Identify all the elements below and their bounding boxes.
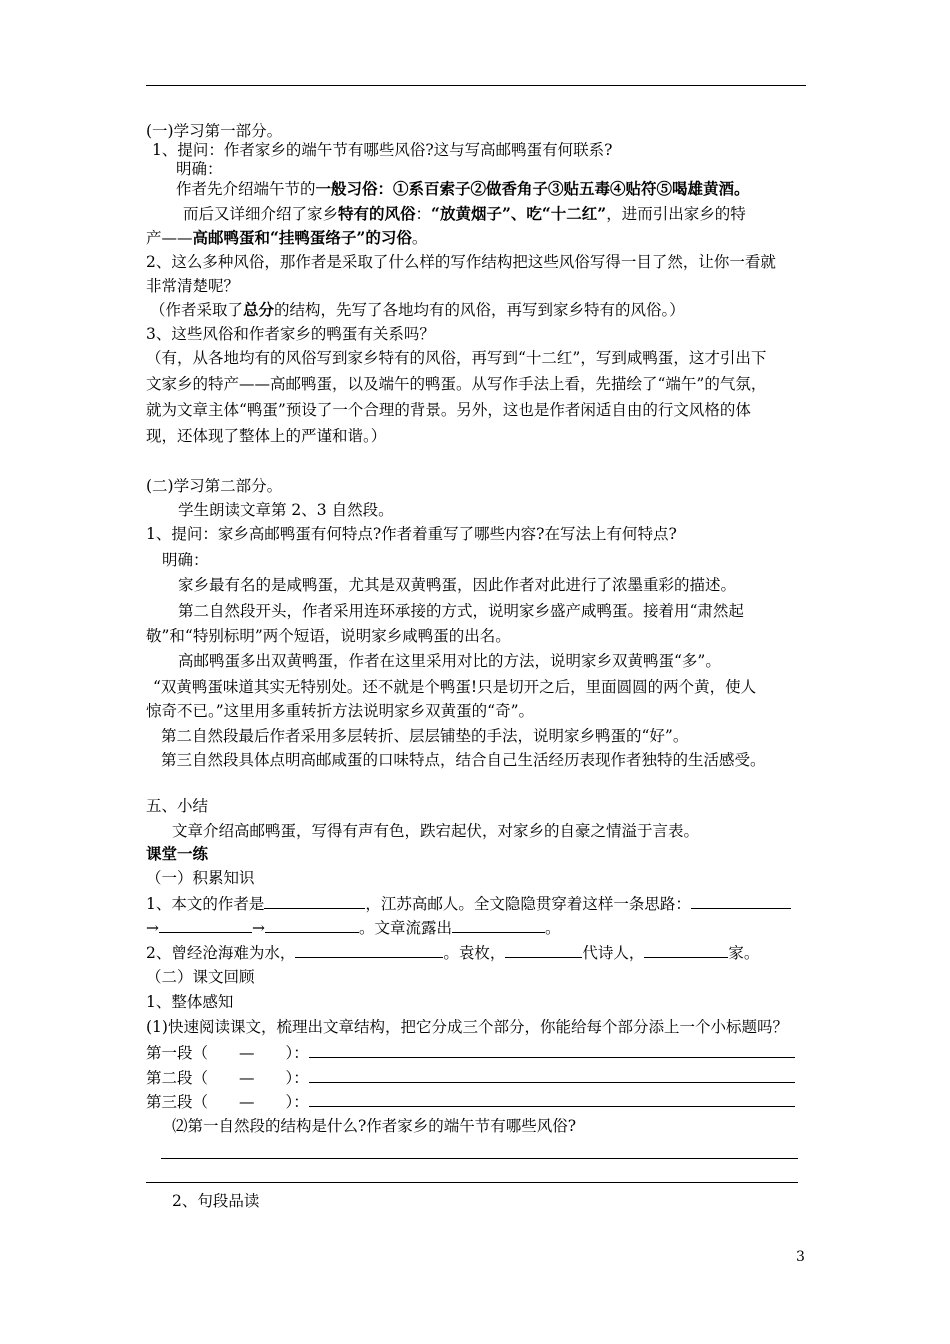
text-run: 1、本文的作者是 [146, 895, 265, 913]
fill-blank-line [146, 916, 561, 939]
section-heading-2: (二)学习第二部分。 [146, 477, 283, 495]
answer-blank[interactable] [309, 1041, 795, 1058]
answer-blank[interactable] [264, 892, 365, 909]
text-run: 第二段（ — ）： [146, 1069, 309, 1087]
answer-line: “双黄鸭蛋味道其实无特别处。还不就是个鸭蛋!只是切开之后，里面圆圆的两个黄，使人 [153, 678, 757, 696]
exercise-item: 2、句段品读 [172, 1192, 260, 1210]
text-run: ，江苏高邮人。全文隐隐贯穿着这样一条思路： [365, 895, 691, 913]
question-3: 3、这些风俗和作者家乡的鸭蛋有关系吗？ [146, 325, 435, 343]
bold-run: 特有的风俗 [338, 204, 416, 223]
text-run: 而后又详细介绍了家乡 [183, 205, 339, 223]
bold-run: 高邮鸭蛋和“挂鸭蛋络子”的习俗 [192, 228, 412, 247]
exercise-question: ⑵第一自然段的结构是什么?作者家乡的端午节有哪些风俗? [172, 1117, 577, 1135]
answer-line [176, 178, 750, 200]
exercise-subheading: （一）积累知识 [146, 869, 255, 887]
text-run: 。袁枚， [443, 944, 506, 962]
text-run: 。 [411, 229, 428, 247]
answer-line: 第二自然段开头，作者采用连环承接的方式，说明家乡盛产咸鸭蛋。接着用“肃然起 [178, 602, 744, 620]
text-run: 第三段（ — ）： [146, 1093, 309, 1111]
text-run: ： [415, 205, 432, 223]
fill-blank-line [146, 941, 759, 964]
answer-blank[interactable] [691, 892, 791, 909]
answer-line: 文家乡的特产——高邮鸭蛋，以及端午的鸭蛋。从写作手法上看，先描绘了“端午”的气氛， [146, 375, 767, 393]
answer-blank[interactable] [452, 916, 545, 933]
exercise-subheading: （二）课文回顾 [146, 968, 255, 986]
answer-line: 第三自然段具体点明高邮咸蛋的口味特点，结合自己生活经历表现作者独特的生活感受。 [161, 751, 766, 769]
answer-line-blank[interactable] [146, 1182, 798, 1183]
bold-run: “放黄烟子”、吃“十二红” [431, 204, 607, 223]
exercise-item: 1、整体感知 [146, 993, 234, 1011]
question-1: 1、提问：作者家乡的端午节有哪些风俗?这与写高邮鸭蛋有何联系? [152, 141, 613, 159]
bold-run: 总分 [243, 300, 275, 319]
question-1b: 1、提问：家乡高邮鸭蛋有何特点?作者着重写了哪些内容?在写法上有何特点? [146, 525, 677, 543]
exercise-question: (1)快速阅读课文，梳理出文章结构，把它分成三个部分，你能给每个部分添上一个小标题吗？ [146, 1018, 788, 1036]
text-run: 产—— [146, 229, 193, 247]
text-run: 家。 [728, 944, 760, 962]
text-run: 的结构，先写了各地均有的风俗，再写到家乡特有的风俗。） [274, 301, 685, 319]
text-run: 。 [545, 919, 561, 937]
exercise-heading: 课堂一练 [146, 844, 209, 863]
answer-blank[interactable] [159, 916, 252, 933]
part-title-line [146, 1090, 795, 1113]
arrow-icon: → [252, 919, 265, 937]
question-2-cont: 非常清楚呢？ [146, 277, 240, 295]
answer-line: 家乡最有名的是咸鸭蛋，尤其是双黄鸭蛋，因此作者对此进行了浓墨重彩的描述。 [178, 576, 737, 594]
answer-line: 第二自然段最后作者采用多层转折、层层铺垫的手法，说明家乡鸭蛋的“好”。 [161, 727, 689, 745]
fill-blank-line [146, 892, 791, 915]
answer-line: 现，还体现了整体上的严谨和谐。） [146, 427, 387, 445]
answer-blank[interactable] [295, 941, 443, 958]
header-rule [146, 85, 806, 86]
answer-line [146, 227, 427, 249]
answer-label: 明确： [162, 551, 209, 569]
text-run: ，进而引出家乡的特 [606, 205, 746, 223]
part-title-line [146, 1041, 795, 1064]
text-run: （作者采取了 [150, 301, 244, 319]
answer-line [183, 203, 746, 225]
bold-run: 一般习俗：①系百索子②做香角子③贴五毒④贴符⑤喝雄黄酒。 [315, 179, 750, 198]
text-run: 第一段（ — ）： [146, 1044, 309, 1062]
answer-blank[interactable] [505, 941, 582, 958]
answer-line: 敬”和“特别标明”两个短语，说明家乡咸鸭蛋的出名。 [146, 627, 511, 645]
answer-line: 惊奇不已。”这里用多重转折方法说明家乡双黄蛋的“奇”。 [146, 702, 535, 720]
answer-blank[interactable] [644, 941, 728, 958]
answer-line: 就为文章主体“鸭蛋”预设了一个合理的背景。另外，这也是作者闲适自由的行文风格的体 [146, 401, 751, 419]
text-run: 。文章流露出 [359, 919, 453, 937]
question-2: 2、这么多种风俗，那作者是采取了什么样的写作结构把这些风俗写得一目了然，让你一看就 [146, 253, 776, 271]
answer-line [150, 299, 685, 321]
section-heading-1: (一)学习第一部分。 [146, 122, 283, 140]
answer-line: （有，从各地均有的风俗写到家乡特有的风俗，再写到“十二红”，写到咸鸭蛋，这才引出下 [146, 349, 767, 367]
answer-blank[interactable] [309, 1090, 795, 1107]
answer-line-blank[interactable] [161, 1158, 798, 1159]
summary-text: 文章介绍高邮鸭蛋，写得有声有色，跌宕起伏，对家乡的自豪之情溢于言表。 [172, 822, 700, 840]
page-number: 3 [796, 1249, 805, 1265]
summary-heading: 五、小结 [146, 797, 209, 815]
answer-blank[interactable] [309, 1066, 795, 1083]
answer-line: 高邮鸭蛋多出双黄鸭蛋，作者在这里采用对比的方法，说明家乡双黄鸭蛋“多”。 [178, 652, 721, 670]
answer-blank[interactable] [265, 916, 359, 933]
instruction-line: 学生朗读文章第 2、3 自然段。 [178, 501, 394, 519]
text-run: 代诗人， [582, 944, 645, 962]
part-title-line [146, 1066, 795, 1089]
text-run: 作者先介绍端午节的 [176, 180, 316, 198]
text-run: 2、曾经沧海难为水， [146, 944, 296, 962]
arrow-icon: → [146, 919, 159, 937]
answer-label: 明确： [176, 160, 223, 178]
